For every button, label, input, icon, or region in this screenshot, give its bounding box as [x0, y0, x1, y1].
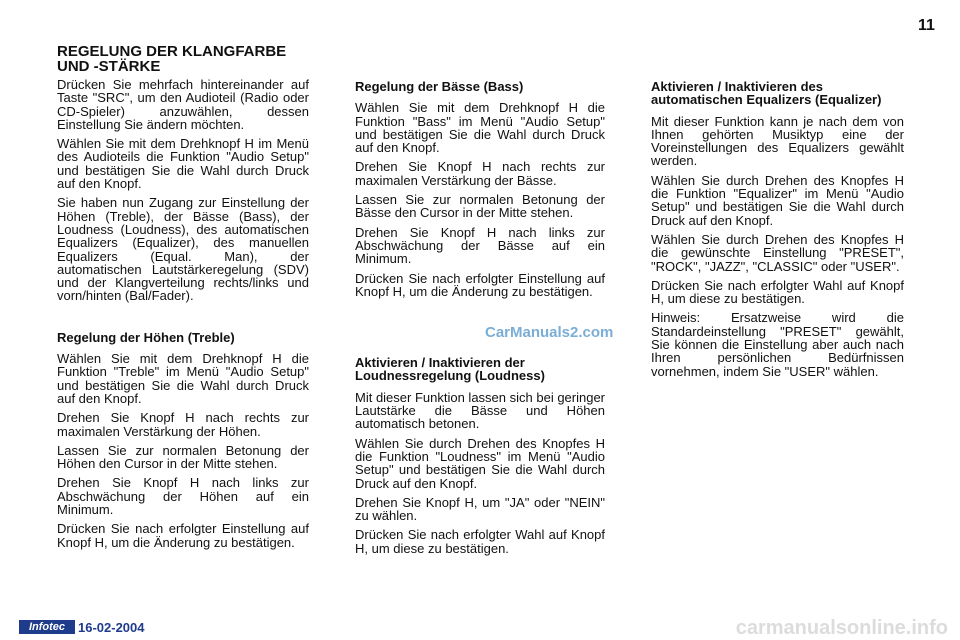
treble-paragraph-2: Drehen Sie Knopf H nach rechts zur maximalen Verstärkung der Höhen.	[57, 410, 309, 439]
intro-paragraph-1: Drücken Sie mehrfach hintereinander auf Taste "SRC", um den Audioteil (Radio oder CD-Spieler) anzuwählen, dessen Einstellung Sie ändern möchten.	[57, 77, 309, 132]
bass-paragraph-5: Drücken Sie nach erfolgter Einstellung auf Knopf H, um die Änderung zu bestätigen.	[355, 270, 605, 299]
page-number: 11	[918, 17, 935, 34]
treble-paragraph-1: Wählen Sie mit dem Drehknopf H die Funktion "Treble" im Menü "Audio Setup" und bestätigen Sie die Wahl durch Druck auf den Knopf.	[57, 351, 309, 406]
bass-heading: Regelung der Bässe (Bass)	[355, 79, 524, 94]
watermark-carmanuals: CarManuals2.com	[485, 324, 614, 341]
equalizer-paragraph-1: Mit dieser Funktion kann je nach dem von Ihnen gehörten Musiktyp eine der Voreinstellungen des Equalizers gewählt werden.	[651, 113, 904, 169]
bass-paragraph-3: Lassen Sie zur normalen Betonung der Bässe den Cursor in der Mitte stehen.	[355, 192, 605, 221]
loudness-heading: Aktivieren / Inaktivieren der Loudnessregelung (Loudness)	[355, 355, 545, 384]
treble-heading: Regelung der Höhen (Treble)	[57, 329, 235, 345]
intro-paragraph-2: Wählen Sie mit dem Drehknopf H im Menü des Audioteils die Funktion "Audio Setup" und bestätigen Sie die Wahl durch Druck auf den Knopf.	[57, 136, 309, 192]
equalizer-note: Hinweis: Ersatzweise wird die Standardeinstellung "PRESET" gewählt, Sie können die Einstellung aber auch nach Ihren persönlichen Bedürfnissen vornehmen, indem Sie "USER" wählen.	[651, 310, 904, 379]
loudness-paragraph-3: Drehen Sie Knopf H, um "JA" oder "NEIN" zu wählen.	[355, 494, 605, 524]
treble-paragraph-3: Lassen Sie zur normalen Betonung der Höhen den Cursor in der Mitte stehen.	[57, 442, 309, 472]
intro-paragraph-3: Sie haben nun Zugang zur Einstellung der Höhen (Treble), der Bässe (Bass), der Loudness (Loudness), des automatischen Equalizers (Equalizer), des manuellen Equalizers (Equal. Man), der automatischen Lautstärkeregelung (SDV) und der Klangverteilung rechts/links und vorn/hinten (Bal/Fader).	[57, 195, 309, 304]
equalizer-paragraph-2: Wählen Sie durch Drehen des Knopfes H die Funktion "Equalizer" im Menü "Audio Setup" und bestätigen Sie die Wahl durch Druck auf den Knopf.	[651, 172, 904, 228]
loudness-paragraph-4: Drücken Sie nach erfolgter Wahl auf Knopf H, um diese zu bestätigen.	[355, 527, 605, 556]
treble-paragraph-5: Drücken Sie nach erfolgter Einstellung auf Knopf H, um die Änderung zu bestätigen.	[57, 521, 309, 550]
equalizer-heading: Aktivieren / Inaktivieren des automatischen Equalizers (Equalizer)	[651, 79, 882, 108]
bass-paragraph-2: Drehen Sie Knopf H nach rechts zur maximalen Verstärkung der Bässe.	[355, 159, 605, 188]
loudness-paragraph-1: Mit dieser Funktion lassen sich bei geringer Lautstärke die Bässe und Höhen automatisch betonen.	[355, 389, 606, 432]
watermark-carmanualsonline: carmanualsonline.info	[735, 617, 948, 639]
infotec-logo: Infotec	[19, 620, 75, 634]
page-title: REGELUNG DER KLANGFARBE UND -STÄRKE	[57, 43, 287, 75]
footer-date: 16-02-2004	[78, 620, 145, 635]
treble-paragraph-4: Drehen Sie Knopf H nach links zur Abschwächung der Höhen auf ein Minimum.	[57, 475, 309, 518]
column-3	[651, 80, 904, 384]
bass-paragraph-1: Wählen Sie mit dem Drehknopf H die Funktion "Bass" im Menü "Audio Setup" und bestätigen Sie die Wahl durch Druck auf den Knopf.	[355, 100, 605, 156]
column-2	[355, 80, 605, 561]
equalizer-paragraph-3: Wählen Sie durch Drehen des Knopfes H die gewünschte Einstellung "PRESET", "ROCK", "JAZZ", "CLASSIC" oder "USER".	[651, 231, 904, 274]
column-1	[57, 44, 309, 555]
bass-paragraph-4: Drehen Sie Knopf H nach links zur Abschwächung der Bässe auf ein Minimum.	[355, 224, 605, 267]
equalizer-paragraph-4: Drücken Sie nach erfolgter Wahl auf Knopf H, um diese zu bestätigen.	[651, 277, 904, 307]
loudness-paragraph-2: Wählen Sie durch Drehen des Knopfes H die Funktion "Loudness" im Menü "Audio Setup" und bestätigen Sie die Wahl durch Druck auf den Knopf.	[355, 435, 605, 491]
